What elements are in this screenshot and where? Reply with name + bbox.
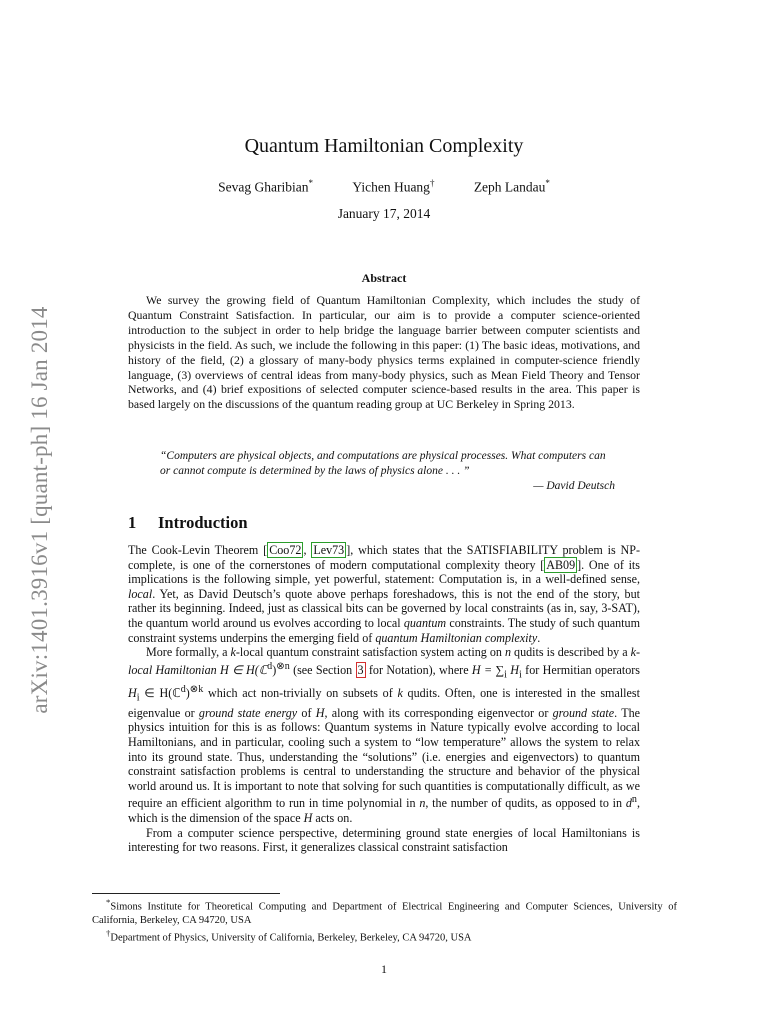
paper-title: Quantum Hamiltonian Complexity (244, 135, 524, 157)
publication-date: January 17, 2014 (337, 206, 431, 221)
footnote-rule (92, 893, 280, 894)
section-link[interactable]: 3 (357, 662, 364, 677)
abstract-heading: Abstract (361, 271, 407, 285)
quote-text: “Computers are physical objects, and computations are physical processes. What computers can or cannot compute is determined by the laws of physics alone . . . ” (160, 450, 606, 477)
citation-link[interactable]: Lev73 (313, 543, 345, 557)
section-number: 1 (128, 513, 137, 532)
paragraph: More formally, a k-local quantum constraint satisfaction system acting on n qudits is described by a k-local Hamiltonian H ∈ H(ℂ$^d$)$^{\otimes n}$ (see Section 3 for Notation), where $H = \sum_i$ $H_i$ for Hermitian operators $H_i$ ∈ H(ℂ$^d$)$^{\otimes k}$ which act non-trivially on subsets of k qudits. Often, one is interested in the smallest eigenvalue or ground state energy of H, along with its corresponding eigenvector or ground state. The physics intuition for this is as follows: Quantum systems in Nature typically evolve according to local Hamiltonians, and in particular, cooling such a system to “low temperature” allows the system to relax into its ground state. Thus, understanding the “solutions” (i.e. energies and eigenvectors) to quantum constraint satisfaction problems is central to understanding the structure and behavior of the physical world around us. It is important to note that solving for such quantities is computationally difficult, as we require an efficient algorithm to run in time polynomial in n, the number of qudits, as opposed to in $d^n$, which is the dimension of the space H acts on. (128, 645, 641, 825)
author: Zeph Landau* (473, 178, 550, 195)
abstract-text: We survey the growing field of Quantum Hamiltonian Complexity, which includes the study of Quantum Constraint Satisfaction. In particular, our aim is to provide a computer science-oriented introduction to the subject in order to help bridge the language barrier between computer scientists and physicists in the field. As such, we include the following in this paper: (1) The basic ideas, motivations, and history of the field, (2) a glossary of many-body physics terms explained in computer-science friendly language, (3) overviews of central ideas from many-body physics, such as Mean Field Theory and Tensor Networks, and (4) brief expositions of selected computer science-based results in the area. This paper is based largely on the discussions of the quantum reading group at UC Berkeley in Spring 2013. (128, 293, 640, 412)
epigraph (160, 449, 615, 494)
footnote: †Department of Physics, University of California, Berkeley, Berkeley, CA 94720, USA (106, 927, 472, 943)
abstract-body (128, 293, 640, 412)
citation-link[interactable]: AB09 (546, 557, 576, 572)
footnotes (92, 896, 677, 944)
author: Sevag Gharibian* (218, 178, 313, 195)
section-title: Introduction (158, 513, 248, 532)
footnote: *Simons Institute for Theoretical Computing and Department of Electrical Engineering and Computer Sciences, University of California, Berkeley, CA 94720, USA (92, 897, 677, 926)
citation-link[interactable]: Coo72 (269, 543, 302, 557)
section-heading (128, 513, 248, 533)
arxiv-sidebar (20, 306, 60, 714)
section-body (128, 543, 640, 855)
author: Yichen Huang† (352, 178, 435, 195)
quote-attribution: — David Deutsch (533, 479, 615, 492)
author-list (0, 178, 768, 196)
arxiv-identifier: arXiv:1401.3916v1 [quant-ph] 16 Jan 2014 (27, 306, 52, 714)
page-number: 1 (381, 962, 387, 976)
paragraph: From a computer science perspective, determining ground state energies of local Hamiltonians is interesting for two reasons. First, it generalizes classical constraint satisfaction (128, 825, 640, 855)
paragraph: The Cook-Levin Theorem [ Coo72 , Lev73 ], which states that the SATISFIABILITY problem is NP-complete, is one of the cornerstones of modern computational complexity theory [ AB09 ]. One of its implications is the following simple, yet powerful, statement: Computation is, in a well-defined sense, local. Yet, as David Deutsch’s quote above perhaps foreshadows, this is not the end of the story, but rather its beginning. Indeed, just as classical bits can be governed by local constraints (as in, say, 3-SAT), the quantum world around us evolves according to local quantum constraints. The study of such quantum constraint systems underpins the emerging field of quantum Hamiltonian complexity. (128, 543, 640, 645)
